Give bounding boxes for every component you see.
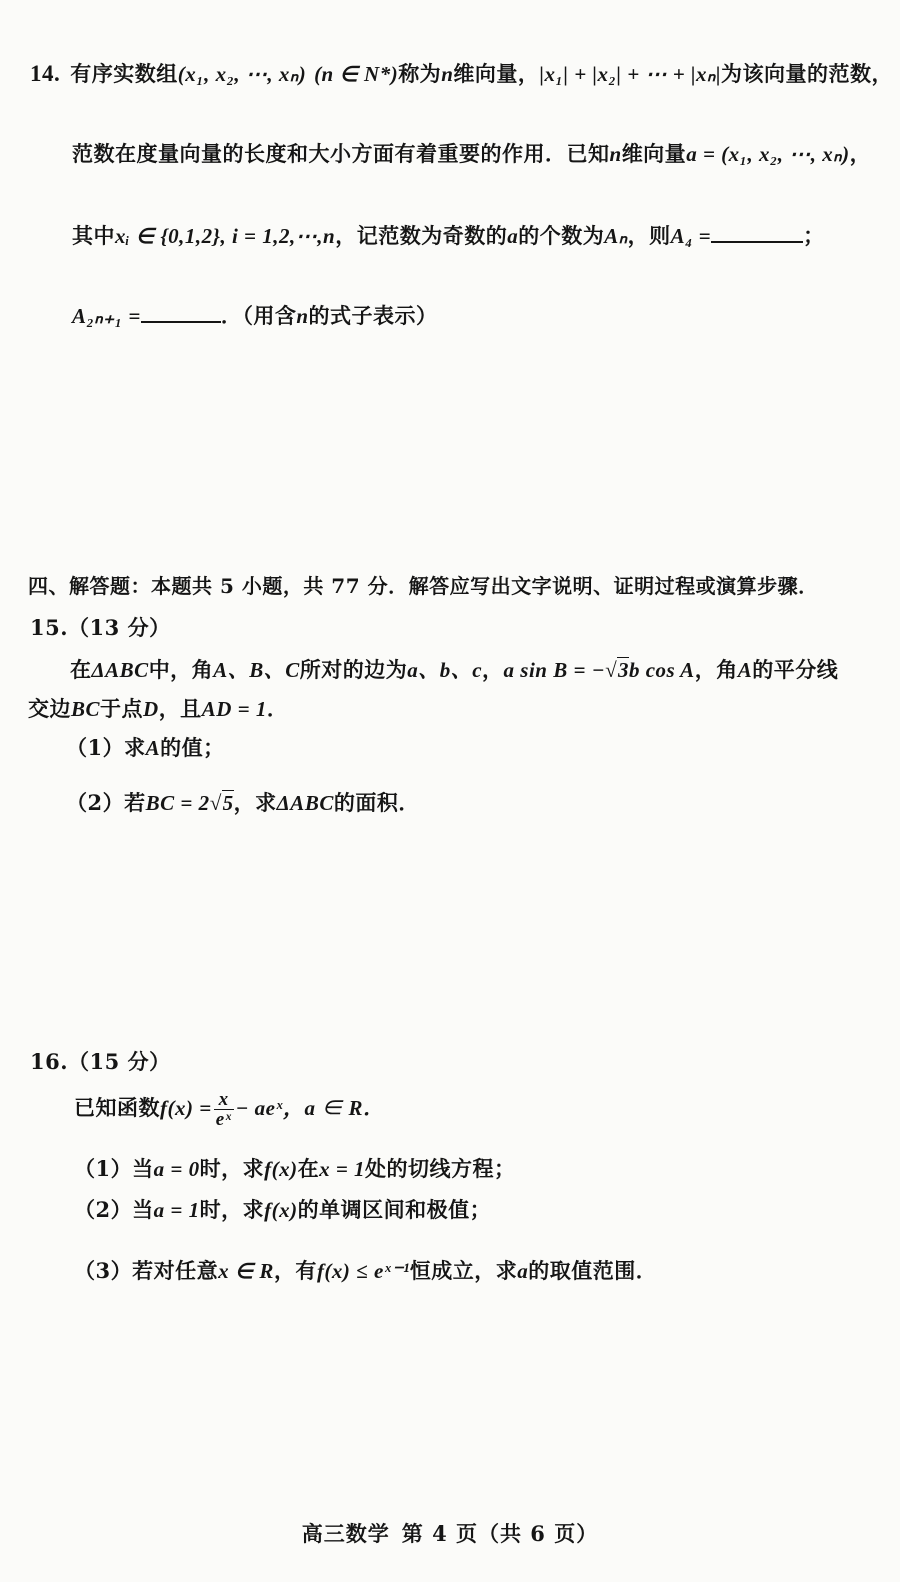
page-footer bbox=[0, 1518, 900, 1548]
q15-part1: （1）求A的值； bbox=[66, 735, 225, 760]
q16-part1: （1）当a = 0时，求f(x)在x = 1处的切线方程； bbox=[74, 1156, 516, 1181]
q16-part3: （3）若对任意x ∈ R，有f(x) ≤ eˣ⁻¹恒成立，求a的取值范围． bbox=[74, 1258, 658, 1283]
q14-vector: a = (x₁, x₂, ⋯, xₙ) bbox=[686, 142, 850, 166]
q15-line2: 交边BC于点D，且AD = 1． bbox=[28, 696, 289, 721]
q14-A4-label: A₄ = bbox=[670, 224, 712, 248]
section-heading: 四、解答题：本题共 5 小题，共 77 分．解答应写出文字说明、证明过程或演算步骤． bbox=[28, 574, 819, 598]
q14-line4: A₂ₙ₊₁ = ．（用含n的式子表示） bbox=[72, 303, 438, 328]
q14-answer-blank-2[interactable] bbox=[141, 303, 221, 323]
q14-norm: |x₁| + |x₂| + ⋯ + |xₙ| bbox=[539, 62, 722, 86]
q14-tuple: (x₁, x₂, ⋯, xₙ) bbox=[177, 62, 307, 86]
q14-answer-blank-1[interactable] bbox=[711, 223, 803, 243]
q15-part2: （2）若BC = 2√5，求ΔABC的面积． bbox=[66, 790, 420, 815]
q14-line2: 范数在度量向量的长度和大小方面有着重要的作用．已知n维向量a = (x₁, x₂, ⋯, xₙ)， bbox=[72, 141, 872, 166]
q16-fraction: $\frac{x}{\text{eˣ}}$ bbox=[215, 1089, 232, 1130]
q15-header: 15.（13 分） bbox=[30, 615, 171, 640]
q16-function: 已知函数f(x) = $\frac{x}{\text{eˣ}}$ − aeˣ，a ∈ R． bbox=[74, 1089, 385, 1130]
q15-line1: 在ΔABC中，角A、B、C所对的边为a、b、c，a sin B = −√3b cos A，角A的平分线 bbox=[70, 657, 839, 682]
q14-set: xᵢ ∈ {0,1,2}, i = 1,2,⋯,n bbox=[115, 224, 336, 248]
footer-subject: 高三数学 bbox=[301, 1521, 390, 1546]
q14-condition: (n ∈ N*) bbox=[314, 62, 399, 86]
footer-page-number: 第 4 页（共 6 页） bbox=[401, 1521, 599, 1546]
q14-line3: 其中xᵢ ∈ {0,1,2}, i = 1,2,⋯,n，记范数为奇数的a的个数为Aₙ，则A₄ = ； bbox=[72, 223, 825, 248]
q14-number: 14. bbox=[30, 61, 61, 86]
q15-equation: a sin B = −√3b cos A bbox=[503, 658, 695, 682]
q16-part2: （2）当a = 1时，求f(x)的单调区间和极值； bbox=[74, 1197, 492, 1222]
q14-A2n1-label: A₂ₙ₊₁ = bbox=[72, 304, 141, 328]
q14-line1: 14. 有序实数组(x₁, x₂, ⋯, xₙ) (n ∈ N*)称为n维向量，|x₁| + |x₂| + ⋯ + |xₙ|为该向量的范数， bbox=[30, 61, 894, 86]
q16-header: 16.（15 分） bbox=[30, 1049, 171, 1074]
